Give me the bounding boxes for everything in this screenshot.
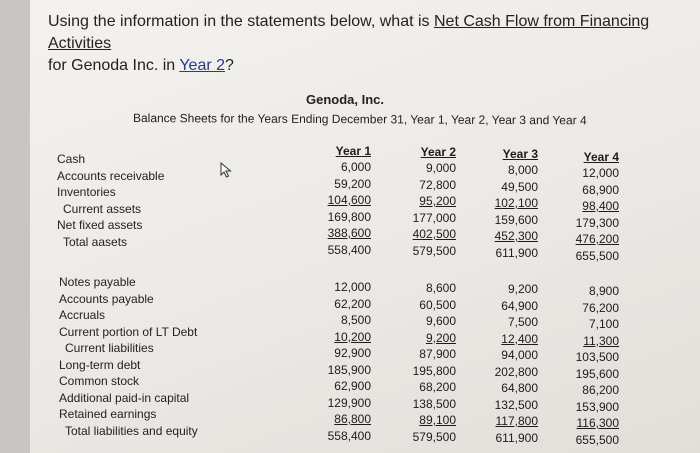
mouse-cursor-icon — [220, 162, 232, 178]
question-mark: ? — [225, 57, 234, 74]
assets-year-1 — [301, 159, 371, 258]
label-net-fixed-assets: Net fixed assets — [57, 218, 143, 232]
cell: 558,400 — [327, 242, 371, 257]
cell: 195,600 — [575, 366, 619, 381]
cell: 116,300 — [576, 416, 619, 430]
asset-labels — [57, 151, 164, 250]
header-year-1: Year 1 — [335, 144, 371, 158]
cell: 9,200 — [425, 330, 456, 345]
label-current-assets: Current assets — [63, 201, 142, 216]
header-year-2: Year 2 — [420, 145, 456, 159]
label-common-stock: Common stock — [59, 374, 140, 388]
cell: 76,200 — [582, 300, 619, 315]
cell: 11,300 — [583, 333, 619, 348]
label-current-portion-lt-debt: Current portion of LT Debt — [59, 324, 198, 339]
cell: 8,500 — [340, 313, 371, 327]
cell: 10,200 — [334, 329, 371, 344]
cell: 68,200 — [419, 380, 456, 394]
cell: 558,400 — [327, 428, 371, 443]
cell: 129,900 — [327, 395, 371, 410]
cell: 64,800 — [501, 381, 538, 395]
label-additional-paid-in-capital: Additional paid-in capital — [59, 390, 190, 405]
cell: 12,000 — [334, 280, 371, 294]
cell: 8,000 — [507, 163, 538, 177]
label-long-term-debt: Long-term debt — [59, 357, 141, 372]
label-cash: Cash — [57, 152, 86, 166]
question-part2: for Genoda Inc. in — [48, 57, 180, 74]
cell: 62,200 — [334, 296, 371, 311]
company-name: Genoda, Inc. — [306, 92, 385, 107]
cell: 64,900 — [501, 298, 538, 313]
cell: 579,500 — [412, 429, 456, 444]
question-part1: Using the information in the statements below, what is — [48, 13, 434, 30]
cell: 132,500 — [494, 397, 538, 412]
label-current-liabilities: Current liabilities — [65, 341, 154, 355]
cell: 86,200 — [582, 383, 619, 397]
left-edge-strip — [0, 0, 30, 453]
assets-year-3 — [468, 162, 538, 261]
liabilities-year-2 — [386, 280, 456, 445]
cell: 169,800 — [327, 209, 371, 224]
cell: 185,900 — [327, 362, 371, 377]
cell: 8,900 — [588, 284, 619, 298]
cell: 202,800 — [494, 364, 538, 379]
cell: 9,200 — [507, 282, 538, 296]
liabilities-year-4 — [549, 283, 619, 448]
cell: 138,500 — [412, 396, 456, 411]
assets-year-2 — [386, 160, 456, 259]
cell: 87,900 — [419, 347, 456, 361]
cell: 92,900 — [334, 346, 371, 360]
cell: 72,800 — [419, 177, 456, 192]
cell: 153,900 — [575, 399, 619, 414]
label-total-assets: Total aasets — [63, 234, 128, 249]
cell: 12,000 — [582, 166, 619, 180]
cell: 476,200 — [575, 232, 619, 246]
cell: 452,300 — [494, 229, 538, 243]
cell: 8,600 — [425, 281, 456, 295]
cell: 59,200 — [334, 176, 371, 191]
header-year-4: Year 4 — [583, 150, 619, 164]
cell: 655,500 — [575, 432, 619, 447]
cell: 179,300 — [575, 215, 619, 230]
cell: 94,000 — [501, 348, 538, 362]
label-total-liabilities-equity: Total liabilities and equity — [65, 423, 198, 438]
cell: 9,000 — [425, 161, 456, 175]
cell: 104,600 — [327, 193, 371, 207]
cell: 195,800 — [412, 363, 456, 378]
cell: 177,000 — [412, 210, 456, 225]
cell: 60,500 — [419, 297, 456, 312]
label-accounts-receivable: Accounts receivable — [57, 168, 165, 183]
cell: 117,800 — [495, 414, 538, 428]
cell: 159,600 — [494, 212, 538, 227]
label-inventories: Inventories — [57, 185, 116, 199]
cell: 103,500 — [575, 350, 619, 364]
liabilities-year-3 — [468, 281, 538, 446]
label-notes-payable: Notes payable — [59, 275, 136, 289]
cell: 9,600 — [425, 314, 456, 328]
liabilities-year-1 — [301, 279, 371, 444]
cell: 98,400 — [582, 199, 619, 213]
cell: 611,900 — [495, 430, 538, 445]
cell: 579,500 — [412, 243, 456, 258]
cell: 95,200 — [419, 194, 456, 208]
cell: 62,900 — [334, 379, 371, 393]
header-year-3: Year 3 — [502, 147, 538, 161]
label-accruals: Accruals — [59, 308, 106, 322]
cell: 102,100 — [494, 196, 538, 210]
label-accounts-payable: Accounts payable — [59, 291, 154, 306]
cell: 7,100 — [588, 317, 619, 331]
label-retained-earnings: Retained earnings — [59, 407, 157, 421]
cell: 7,500 — [507, 315, 538, 329]
cell: 611,900 — [495, 245, 538, 260]
question-year-link: Year 2 — [179, 57, 226, 74]
liability-labels — [59, 274, 198, 439]
question-text — [48, 11, 668, 77]
statement-subtitle: Balance Sheets for the Years Ending December 31, Year 1, Year 2, Year 3 and Year 4 — [132, 111, 587, 128]
cell: 86,800 — [334, 412, 371, 426]
cell: 6,000 — [340, 160, 371, 174]
assets-year-4 — [549, 165, 619, 264]
question-highlight: Net Cash Flow from Financing Activities — [48, 13, 650, 52]
cell: 49,500 — [501, 179, 538, 194]
cell: 68,900 — [582, 182, 619, 197]
cell: 12,400 — [501, 331, 538, 346]
cell: 655,500 — [575, 248, 619, 263]
cell: 89,100 — [419, 413, 456, 427]
cell: 388,600 — [327, 226, 371, 240]
cell: 402,500 — [412, 227, 456, 241]
